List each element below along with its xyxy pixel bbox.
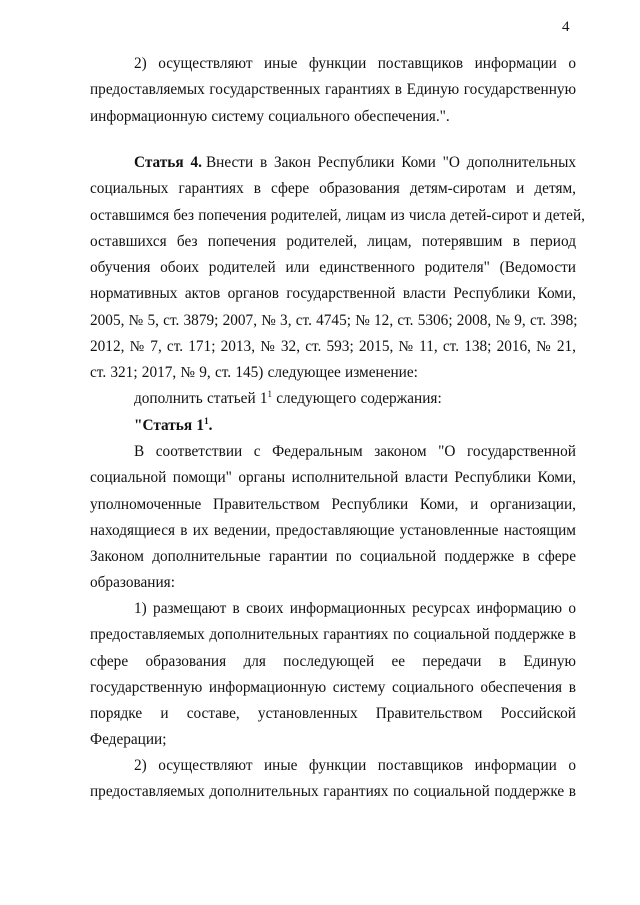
article-4-first-line: Внести в Закон Республики Коми "О дополнительных bbox=[205, 154, 576, 171]
top-item-paragraph bbox=[90, 51, 576, 130]
text-line: государственную информационную систему социального обеспечения в bbox=[90, 678, 576, 696]
text-line: Законом дополнительные гарантии по социальной поддержке в сфере bbox=[90, 548, 576, 566]
text-line: уполномоченные Правительством Республики Коми, и организации, bbox=[90, 495, 576, 513]
article-4-paragraph bbox=[90, 150, 585, 387]
text-line: информационную систему социального обеспечения.". bbox=[90, 107, 450, 125]
item-1-paragraph bbox=[90, 596, 576, 754]
item-2-paragraph bbox=[90, 753, 576, 806]
text-line: 2012, № 7, ст. 171; 2013, № 32, ст. 593; 2015, № 11, ст. 138; 2016, № 21, bbox=[90, 338, 576, 356]
text-line: порядке и составе, установленных Правительством Российской bbox=[90, 705, 576, 723]
text-line bbox=[90, 413, 576, 439]
text-line: образования: bbox=[90, 574, 175, 592]
article-1-1-label-end: . bbox=[208, 417, 213, 434]
article-4-label: Статья 4. bbox=[134, 154, 202, 171]
supplement-paragraph bbox=[90, 386, 576, 412]
supplement-text-end: следующего содержания: bbox=[272, 390, 442, 407]
text-line: предоставляемых дополнительных гарантиях по социальной поддержке в bbox=[90, 783, 576, 801]
text-line: 1) размещают в своих информационных ресурсах информацию о bbox=[134, 600, 576, 617]
text-line: предоставляемых дополнительных гарантиях по социальной поддержке в bbox=[90, 626, 576, 644]
text-line: ст. 321; 2017, № 9, ст. 145) следующее изменение: bbox=[90, 364, 418, 382]
text-line: сфере образования для последующей ее передачи в Единую bbox=[90, 652, 576, 670]
text-line: социальных гарантиях в сфере образования детям-сиротам и детям, bbox=[90, 180, 576, 198]
text-line: обучения обоих родителей или единственного родителя" (Ведомости bbox=[90, 259, 576, 277]
text-line: 2005, № 5, ст. 3879; 2007, № 3, ст. 4745; № 12, ст. 5306; 2008, № 9, ст. 398; bbox=[90, 311, 578, 329]
text-line: нормативных актов органов государственной власти Республики Коми, bbox=[90, 285, 576, 303]
article-1-1-heading bbox=[90, 413, 576, 439]
text-line: В соответствии с Федеральным законом "О государственной bbox=[134, 443, 576, 460]
text-line: 2) осуществляют иные функции поставщиков информации о bbox=[134, 55, 576, 72]
supplement-sup: 1 bbox=[267, 389, 273, 399]
text-line: Федерации; bbox=[90, 731, 167, 749]
text-line: 2) осуществляют иные функции поставщиков информации о bbox=[134, 757, 576, 774]
text-line: оставшимся без попечения родителей, лицам из числа детей-сирот и детей, bbox=[90, 206, 585, 224]
page-number: 4 bbox=[562, 19, 570, 35]
heading-quote: " bbox=[134, 417, 143, 434]
text-line bbox=[90, 150, 576, 176]
text-line bbox=[90, 386, 576, 412]
article-1-1-sup: 1 bbox=[204, 416, 209, 426]
text-line: находящиеся в их ведении, предоставляющие установленные настоящим bbox=[90, 521, 576, 539]
intro-paragraph bbox=[90, 439, 576, 597]
text-line: предоставляемых государственных гарантиях в Единую государственную bbox=[90, 81, 576, 99]
text-line: социальной помощи" органы исполнительной власти Республики Коми, bbox=[90, 469, 576, 487]
supplement-text: дополнить статьей 1 bbox=[134, 390, 268, 407]
text-line: оставшихся без попечения родителей, лицам, потерявшим в период bbox=[90, 232, 576, 250]
article-1-1-label: Статья 1 bbox=[142, 417, 205, 434]
